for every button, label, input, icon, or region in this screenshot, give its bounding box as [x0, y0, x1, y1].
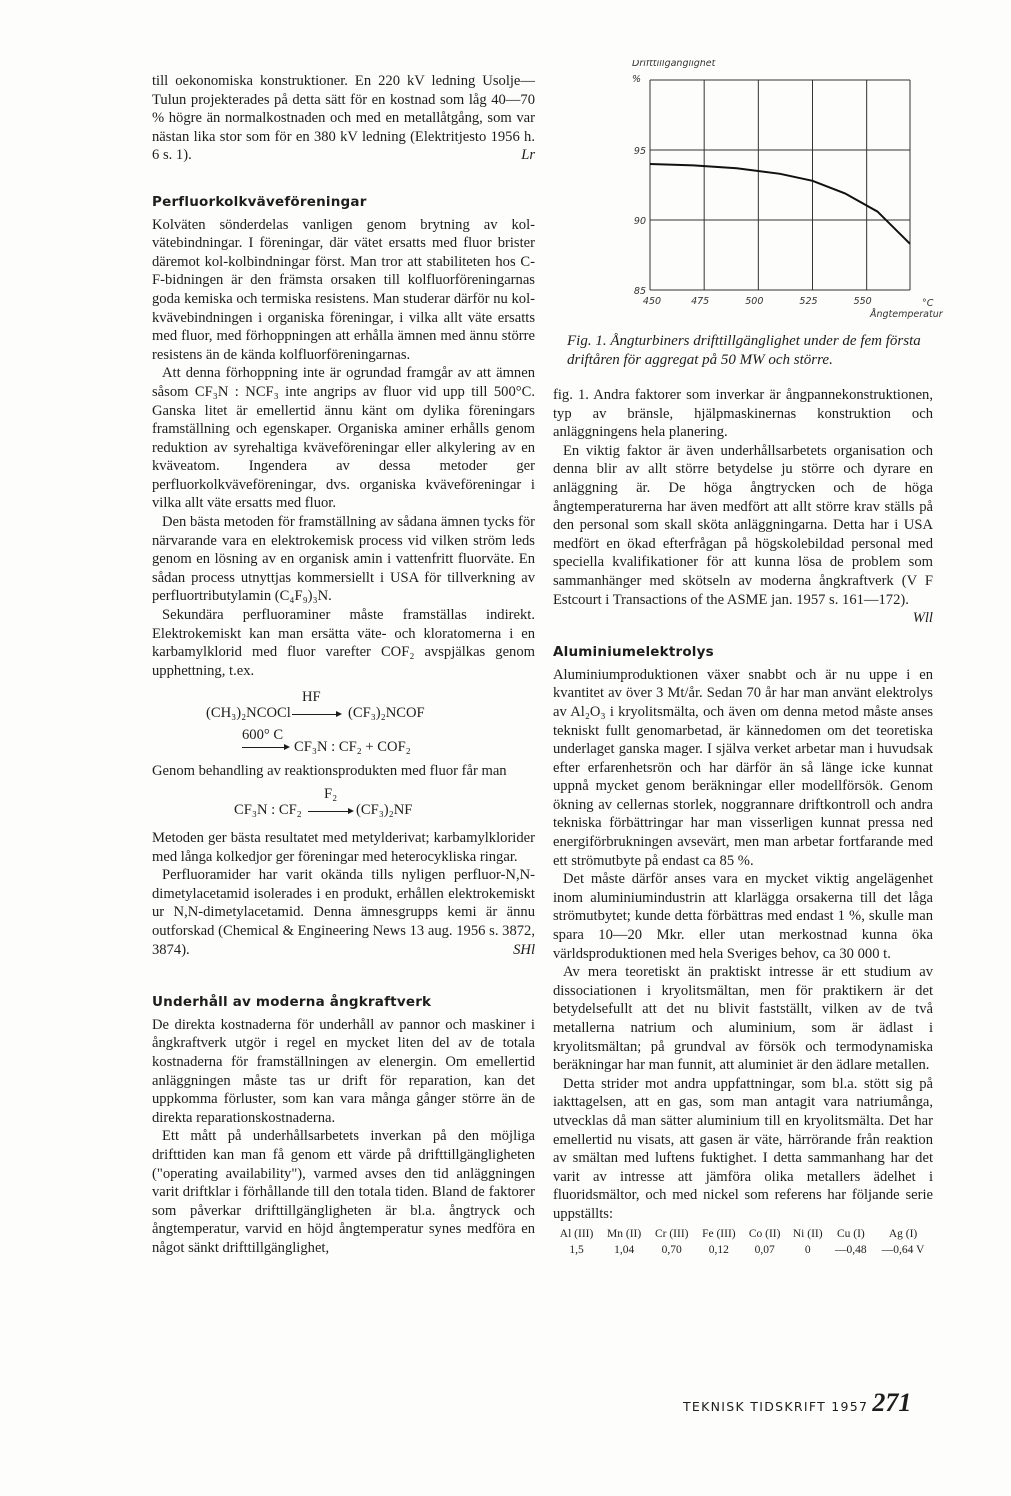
page-number: 271	[872, 1388, 912, 1417]
eq1-arrow	[292, 714, 340, 715]
value-cell: 1,5	[569, 1243, 584, 1256]
x-tick-label: 525	[799, 296, 818, 307]
value-cell: 1,04	[614, 1243, 635, 1256]
eq2-arrow	[242, 747, 288, 748]
chart-grid	[650, 80, 910, 290]
page-footer	[683, 1388, 911, 1418]
x-tick-label: 450	[642, 296, 662, 307]
signature-shl: SHl	[513, 941, 535, 958]
equation-2	[152, 726, 535, 762]
series-metals-row	[553, 1226, 933, 1242]
x-tick-label: 500	[745, 296, 764, 307]
y-tick-label: 85	[633, 286, 646, 297]
aluminium-p3: Av mera teoretiskt än praktiskt intresse är ett studium av dissociationen i kryolitsmältan, men för praktikern är det betydelsefullt att det nu blivit fastställt, vilken av de två metallerna natrium och aluminium, som är ädlast i kryolitsmältan; på grundval av försök och termodynamiska beräkningar har man funnit, att aluminiet är den ädlare metallen.	[553, 964, 933, 1074]
eq2-right: CF₃N : CF₂ + COF₂	[294, 739, 411, 756]
aluminium-p4: Detta strider mot andra uppfattningar, som bl.a. stött sig på iakttagelsen, att en gas, som man antagit vara natriumånga, utvecklas då man sätter aluminium till en kryolitsmälta. Det har emellertid nu visats, att gasen är väte, härrörande från reaktion av smältan med luftens fuktighet. I detta sammanhang har det varit av intresse att jämföra olika metallers ädelhet i fluoridsmältor, och med nickel som referens har följande serie uppställts:	[553, 1075, 933, 1222]
y-axis-unit: %	[632, 74, 642, 85]
perfluor-p7	[152, 866, 535, 959]
aluminium-p1: Aluminiumproduktionen växer snabbt och är nu uppe i en kvantitet av över 3 Mt/år. Sedan 70 år har man använt elektrolys av Al₂O₃ i kryolitsmälta, och även om denna metod måste anses tekniskt fullt genomarbetad, är kännedomen om det teoretiska underlaget ganska mager. I själva verket arbetar man i huvudsak efter erfarenhetsrön och har därför än så länge icke kunnat uppnå mycket genom beräkningar eller modellförsök. Genom ökning av cellernas storlek, noggrannare driftkontroll och andra tekniska förbättringar har man visserligen kunnat pressa ned energiförbrukningen avsevärt, men man arbetar fortfarande med ett strömutbyte på endast ca 85 %.	[553, 666, 933, 869]
eq1-left: (CH₃)₂NCOCl	[206, 705, 291, 722]
y-tick-label: 90	[633, 216, 646, 227]
article-continuation-text: till oekonomiska konstruktioner. En 220 kV ledning Usolje—Tulun projekterades på detta sätt för en kostnad som låg 40—70 % högre än normalkostnaden och med en metallåtgång, som var nästan lika stor som för en 380 kV ledning (Elektritjesto 1956 h. 6 s. 1).	[152, 73, 535, 164]
signature-lr: Lr	[521, 147, 535, 164]
series-values-row	[553, 1242, 933, 1258]
figure-1-caption-box	[567, 332, 937, 370]
value-cell: 0	[804, 1243, 811, 1256]
aluminium-p2: Det måste därför anses vara en mycket viktig angelägenhet inom aluminiumindustrin att klarlägga orsakerna till det låga strömutbytet; kunde detta förbättras med endast 1 %, skulle man spara 10—20 Mkr. eller utan merkostnad kunna öka världsproduktionen med hela Sveriges behov, ca 30 000 t.	[553, 871, 933, 962]
perfluor-p7-text: Perfluoramider har varit okända tills nyligen perfluor-N,N-dimetylacetamid isolerades i en produkt, erhållen elektrokemiskt ur N,N-dimetylacetamid. Denna ämnesgrupps kemi är ännu outforskad (Chemical & Engineering News 13 aug. 1956 s. 3872, 3874).	[152, 867, 535, 958]
perfluor-p4: Sekundära perfluoraminer måste framställas indirekt. Elektrokemiskt kan man ersätta väte- och kloratomerna i en karbamylklorid med fluor varefter COF₂ avspjälkas genom upphettning, t.ex.	[152, 607, 535, 679]
x-tick-label: 475	[691, 296, 710, 307]
underhall-p4	[553, 442, 933, 627]
metal-cell: Fe (III)	[702, 1227, 736, 1240]
heading-perfluor: Perfluorkolkväveföreningar	[152, 193, 367, 210]
value-cell: —0,48	[835, 1243, 867, 1256]
metal-cell: Ag (I)	[888, 1227, 918, 1240]
perfluor-p6: Metoden ger bästa resultatet med metylderivat; karbamylklorider med långa kolkedjor ger föreningar med heterocykliska ringar.	[152, 830, 535, 865]
eq1-right: (CF₃)₂NCOF	[348, 705, 425, 722]
perfluor-p1: Kolväten sönderdelas vanligen genom brytning av kol-vätebindningar. I föreningar, där vätet ersatts med fluor brister däremot kol-kolbindningar först. Man tror att stabiliteten hos C-F-bidningen är den främsta orsaken till kolfluorföreningarnas goda kemiska och termiska resistens. Man studerar därför nu kol-kvävebindningen i organiska föreningar, i vilka allt väte ersatts med fluor, med förhoppningen att erhålla ämnen med ännu större resistens än de kända kolfluorföreningarnas.	[152, 216, 535, 363]
journal-name: TEKNISK TIDSKRIFT 1957	[683, 1399, 869, 1414]
value-cell: 0,12	[708, 1243, 729, 1256]
value-cell: 0,07	[754, 1243, 775, 1256]
underhall-p3: fig. 1. Andra faktorer som inverkar är ångpannekonstruktionen, typ av bränsle, hjälpmaskinernas konstruktion och anläggningens hela planering.	[553, 387, 933, 441]
metal-cell: Mn (II)	[607, 1227, 642, 1240]
figure-1-chart	[620, 60, 950, 322]
underhall-p1: De direkta kostnaderna för underhåll av pannor och maskiner i ångkraftverk utgör i regel en mycket liten del av de totala kostnaderna för framställningen av elenergin. Om emellertid anläggningen måste tas ur drift för reparation, kan det uppkomma förluster, som kan vara många gånger större än de direkta reparationskostnaderna.	[152, 1016, 535, 1126]
value-cell: 0,70	[661, 1243, 682, 1256]
x-tick-label: 550	[853, 296, 872, 307]
nobility-series-table	[553, 1226, 933, 1258]
equation-1	[152, 688, 535, 726]
metal-cell: Cu (I)	[836, 1227, 865, 1240]
left-column	[152, 72, 535, 1257]
heading-underhall: Underhåll av moderna ångkraftverk	[152, 994, 432, 1011]
eq3-over: F₂	[324, 786, 338, 802]
underhall-p4-text: En viktig faktor är även underhållsarbetets organisation och denna blir av allt större betydelse ju större och dyrare en anläggning är. De höga ångtrycken och de höga ångtemperaturerna har även medfört att allt större krav ställs på den personal som skall sköta anläggningarna. Detta har i USA medfört en ökad efterfrågan på högskolebildad personal med speciella kvalifikationer för att kunna lösa de problem som sammanhänger med skötseln av moderna ångkraftverk (V F Estcourt i Transactions of the ASME jan. 1957 s. 161—172).	[553, 442, 933, 608]
right-column	[553, 380, 933, 1258]
value-cell: —0,64 V	[881, 1243, 925, 1256]
eq3-left: CF₃N : CF₂	[234, 802, 302, 818]
eq3-arrow	[308, 811, 352, 812]
x-axis-unit: °C	[922, 298, 934, 309]
eq3-right: (CF₃)₂NF	[356, 802, 413, 818]
y-axis-label: Drifttillgänglighet	[632, 60, 716, 69]
metal-cell: Al (III)	[559, 1227, 594, 1240]
figure-1-caption: Fig. 1. Ångturbiners drifttillgänglighet under de fem första driftåren för aggregat på 50 MW och större.	[567, 333, 921, 368]
perfluor-p2: Att denna förhoppning inte är ogrundad framgår av att ämnen såsom CF₃N : NCF₃ inte angrips av fluor vid upp till 500°C. Ganska litet är emellertid ännu känt om dylika föreningars framställning och egenskaper. Organiska aminer erhålls genom reduktion av syrehaltiga kväveföreningar eller alkylering av en kväveatom. Ingendera av dessa metoder ger perfluorkolkväveföreningar, dvs. organiska kväveföreningar i vilka allt väte ersatts med fluor.	[152, 365, 535, 512]
perfluor-p5: Genom behandling av reaktionsprodukten med fluor får man	[152, 763, 507, 780]
metal-cell: Ni (II)	[792, 1227, 823, 1240]
series-line	[650, 164, 910, 244]
eq1-over: HF	[302, 689, 321, 706]
underhall-p2: Ett mått på underhållsarbetets inverkan på den möjliga drifttiden kan man få genom ett värde på drifttillgängligheten ("operating availability"), varmed avses den tid anläggningen varit driftklar i förhållande till den totala tiden. Bland de faktorer som påverkar drifttillgängligheten är bl.a. ångtryck och ångtemperatur, varvid en höjd ångtemperatur synes medföra en något sänkt drifttillgänglighet,	[152, 1128, 535, 1256]
x-axis-label: Ångtemperatur	[870, 309, 943, 320]
heading-aluminium: Aluminiumelektrolys	[553, 644, 714, 661]
metal-cell: Cr (III)	[654, 1227, 689, 1240]
y-tick-label: 95	[633, 146, 646, 157]
article-continuation	[152, 72, 535, 165]
eq2-over: 600° C	[242, 727, 284, 744]
metal-cell: Co (II)	[748, 1227, 781, 1240]
equation-3	[152, 785, 535, 823]
perfluor-p3: Den bästa metoden för framställning av sådana ämnen tycks för närvarande vara en elektrokemisk process vid vilken ström leds genom en lösning av en organisk amin i vattenfritt fluorväte. En sådan process utnyttjas kommersiellt i USA för tillverkning av perfluortributylamin (C₄F₉)₃N.	[152, 514, 535, 605]
signature-wll: Wll	[912, 610, 933, 627]
